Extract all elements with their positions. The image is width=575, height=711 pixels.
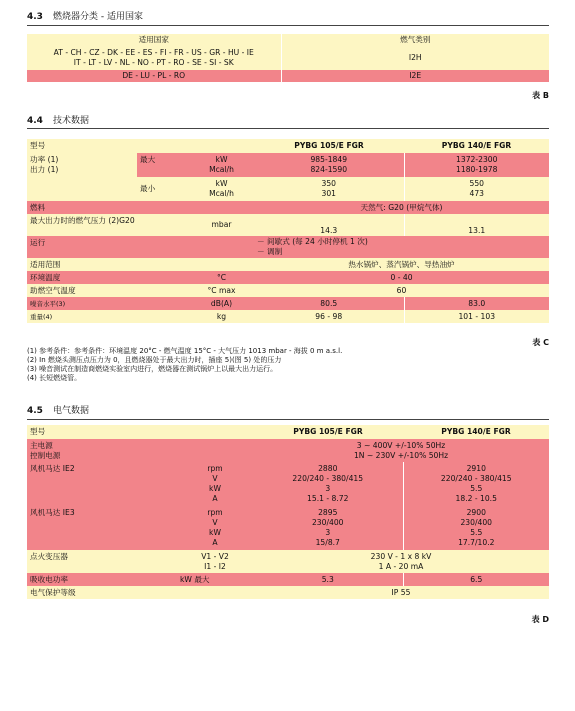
technical-data-table [27, 139, 549, 323]
unit: °C [189, 271, 254, 284]
max-label: 最大 [137, 153, 189, 177]
ambient-temp-label: 环境温度 [27, 271, 189, 284]
value: 80.5 [254, 297, 404, 310]
value-list: 2910 220/240 - 380/415 5.5 18.2 - 10.5 [403, 462, 549, 506]
header-model: 型号 [27, 139, 254, 153]
section-4-3-heading [27, 9, 549, 22]
table-caption: 表 B [532, 91, 549, 100]
value-cell [254, 177, 404, 201]
unit: Mcal/h [209, 165, 234, 174]
unit: mbar [189, 214, 254, 236]
country-list: IT - LT - LV - NL - NO - PT - RO - SE - SI - SK [73, 58, 234, 67]
section-rule [27, 25, 549, 26]
operation-label: 运行 [27, 236, 254, 258]
section-title: 电气数据 [53, 406, 90, 416]
fuel-value: 天然气: G20 (甲烷气体) [254, 201, 549, 214]
unit-cell [189, 177, 254, 201]
footnote: (3) 噪音测试在制造商燃烧实验室内进行，燃烧器在测试锅炉上以最大出力运行。 [27, 365, 278, 373]
unit: kW [215, 155, 228, 164]
header-model: 型号 [27, 425, 253, 439]
ignition-transformer-label: 点火变压器 [27, 550, 177, 573]
section-rule [27, 419, 549, 420]
noise-label: 噪音水平(3) [27, 297, 189, 310]
unit: °C max [189, 284, 254, 297]
value: 473 [469, 189, 484, 198]
output-label: 出力 (1) [30, 165, 59, 174]
value: IP 55 [253, 586, 549, 599]
value: 1180-1978 [456, 165, 498, 174]
section-rule [27, 128, 549, 129]
model-2: PYBG 140/E FGR [403, 425, 549, 439]
value: 60 [254, 284, 549, 297]
model-2: PYBG 140/E FGR [404, 139, 549, 153]
value: 13.1 [404, 214, 549, 236]
mains-label-cell [27, 439, 253, 462]
section-title: 燃烧器分类 - 适用国家 [53, 12, 143, 22]
unit-list: V1 - V2 I1 - I2 [177, 550, 253, 573]
value: 1372-2300 [456, 155, 498, 164]
unit: kW 最大 [177, 573, 253, 586]
min-label: 最小 [137, 177, 189, 201]
application-value: 热水锅炉、蒸汽锅炉、导热油炉 [254, 258, 549, 271]
value: 301 [321, 189, 336, 198]
table-caption: 表 D [531, 615, 549, 624]
value: 5.3 [253, 573, 403, 586]
value: 83.0 [404, 297, 549, 310]
operation-mode: － 调制 [257, 247, 283, 256]
header-country: 适用国家 [27, 34, 281, 46]
section-title: 技术数据 [53, 116, 90, 126]
fuel-label: 燃料 [27, 201, 254, 214]
value-list: 2900 230/400 5.5 17.7/10.2 [403, 506, 549, 550]
footnotes [27, 347, 549, 383]
model-1: PYBG 105/E FGR [253, 425, 403, 439]
value: 96 - 98 [254, 310, 404, 323]
value: 550 [469, 179, 484, 188]
control-supply-label: 控制电源 [30, 450, 61, 460]
model-1: PYBG 105/E FGR [254, 139, 404, 153]
value: 824-1590 [310, 165, 348, 174]
unit-list: rpm V kW A [177, 506, 253, 550]
power-label-cell [27, 153, 137, 201]
section-4-4-heading [27, 113, 549, 126]
country-table [27, 34, 549, 82]
value: 101 - 103 [404, 310, 549, 323]
footnote: (4) 长短燃烧管。 [27, 374, 82, 382]
gas-category: I2E [281, 70, 549, 82]
mains-value-cell [253, 439, 549, 462]
electrical-data-table [27, 425, 549, 599]
header-gas-category: 燃气类别 [281, 34, 549, 46]
value: 0 - 40 [254, 271, 549, 284]
section-4-5-heading [27, 403, 549, 416]
footnote: (2) In 燃烧头测压点压力为 0，且燃烧器处于最大出力时，插座 5)(图 5) 处的压力 [27, 356, 282, 364]
value-cell [254, 153, 404, 177]
value: 14.3 [254, 214, 404, 236]
value-list: 2895 230/400 3 15/8.7 [253, 506, 403, 550]
country-list: AT - CH - CZ - DK - EE - ES - FI - FR - US - GR - HU - IE [53, 48, 254, 57]
unit-list: rpm V kW A [177, 462, 253, 506]
value: 350 [321, 179, 336, 188]
unit: kg [189, 310, 254, 323]
unit: Mcal/h [209, 189, 234, 198]
section-number: 4.5 [27, 406, 43, 416]
application-label: 适用范围 [27, 258, 254, 271]
absorbed-power-label: 吸收电功率 [27, 573, 177, 586]
operation-value-cell [254, 236, 549, 258]
country-list: DE - LU - PL - RO [27, 70, 281, 82]
country-list-cell [27, 46, 281, 70]
footnote: (1) 参考条件：参考条件：环境温度 20°C - 燃气温度 15°C - 大气压力 1013 mbar - 海拔 0 m a.s.l. [27, 347, 343, 355]
fan-motor-ie2-label: 风机马达 IE2 [27, 462, 177, 506]
operation-mode: － 间歇式 (每 24 小时停机 1 次) [257, 237, 368, 246]
value-cell [404, 153, 549, 177]
value: 6.5 [403, 573, 549, 586]
protection-label: 电气保护等级 [27, 586, 253, 599]
value-cell [404, 177, 549, 201]
value-list: 230 V - 1 x 8 kV 1 A - 20 mA [253, 550, 549, 573]
gas-pressure-label: 最大出力时的燃气压力 (2)G20 [27, 214, 189, 236]
unit-cell [189, 153, 254, 177]
section-number: 4.3 [27, 12, 43, 22]
unit: dB(A) [189, 297, 254, 310]
gas-category: I2H [281, 46, 549, 70]
unit: kW [215, 179, 228, 188]
value: 1N ~ 230V +/-10% 50Hz [353, 450, 449, 460]
power-label: 功率 (1) [30, 155, 59, 164]
air-temp-label: 助燃空气温度 [27, 284, 189, 297]
fan-motor-ie3-label: 风机马达 IE3 [27, 506, 177, 550]
value-list: 2880 220/240 - 380/415 3 15.1 - 8.72 [253, 462, 403, 506]
weight-label: 重量(4) [27, 310, 189, 323]
mains-label: 主电源 [30, 440, 53, 450]
value: 3 ~ 400V +/-10% 50Hz [356, 440, 446, 450]
value: 985-1849 [310, 155, 348, 164]
table-caption: 表 C [532, 338, 549, 347]
section-number: 4.4 [27, 116, 43, 126]
